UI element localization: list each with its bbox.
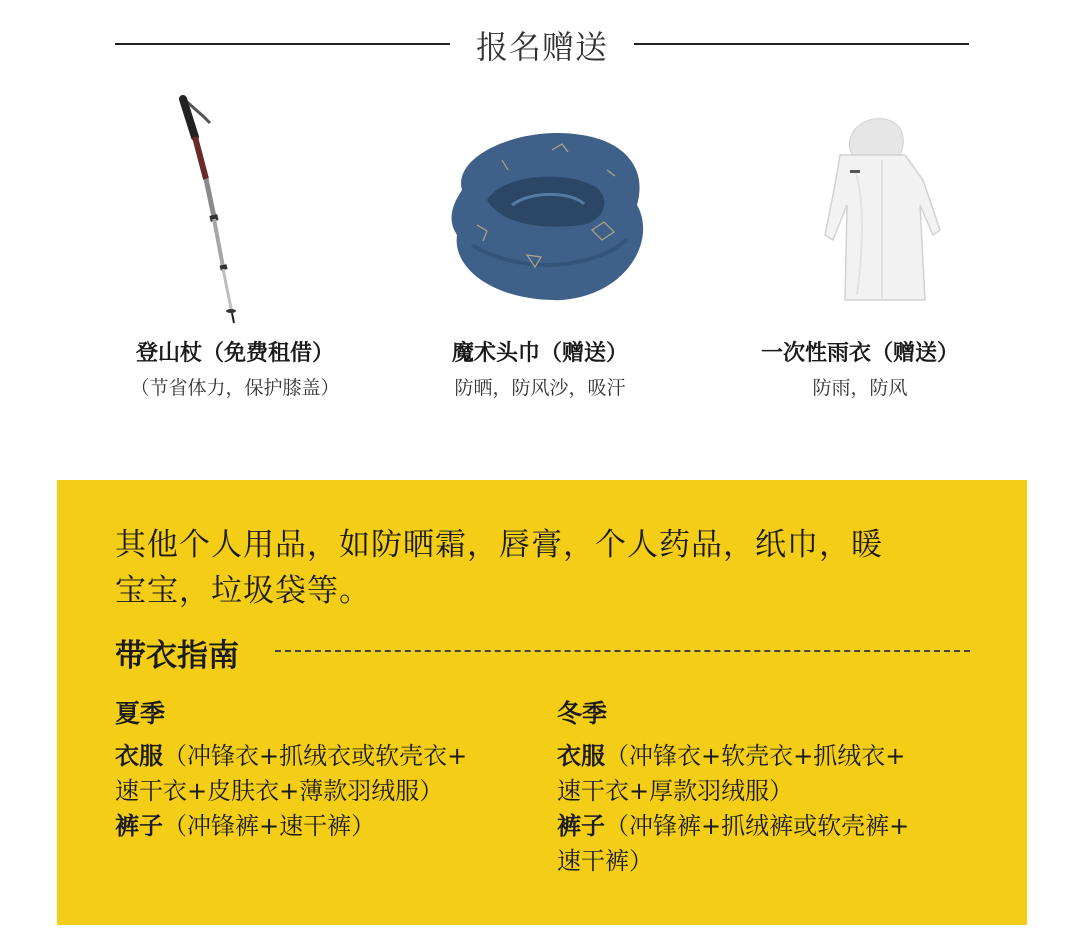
gift-item-scarf xyxy=(390,95,690,400)
gift-name: 登山杖（免费租借） xyxy=(135,341,334,366)
clothes-line xyxy=(557,739,987,774)
clothes-label: 衣服 xyxy=(557,742,605,770)
other-items-text xyxy=(115,522,985,614)
clothes-text: （冲锋衣+抓绒衣或软壳衣+ xyxy=(163,742,468,770)
scarf-image xyxy=(390,95,690,330)
clothing-guide-title: 带衣指南 xyxy=(115,638,239,674)
pants-text: （冲锋裤+速干裤） xyxy=(163,812,376,840)
trekking-pole-image xyxy=(85,95,385,330)
clothes-label: 衣服 xyxy=(115,742,163,770)
clothes-text: （冲锋衣+软壳衣+抓绒衣+ xyxy=(605,742,906,770)
pants-label: 裤子 xyxy=(115,812,163,840)
gift-desc: （节省体力，保护膝盖） xyxy=(130,377,340,399)
gift-desc: 防雨，防风 xyxy=(812,377,908,399)
gift-desc: 防晒，防风沙，吸汗 xyxy=(454,377,626,399)
dashed-divider xyxy=(275,650,970,652)
intro-line: 其他个人用品，如防晒霜，唇膏，个人药品，纸巾，暖 xyxy=(115,527,883,563)
intro-line: 宝宝，垃圾袋等。 xyxy=(115,573,371,609)
raincoat-image xyxy=(710,95,1010,330)
season-title: 冬季 xyxy=(557,699,608,728)
pants-line xyxy=(115,809,545,844)
pants-line xyxy=(557,809,987,844)
clothes-line xyxy=(115,739,545,774)
clothes-line-2: 速干衣+皮肤衣+薄款羽绒服） xyxy=(115,777,444,805)
header-rule-left xyxy=(115,43,450,45)
gift-name: 魔术头巾（赠送） xyxy=(451,341,628,366)
gift-item-raincoat xyxy=(710,95,1010,400)
raincoat-icon xyxy=(710,95,1010,330)
gift-item-trekking-pole xyxy=(85,95,385,400)
season-title: 夏季 xyxy=(115,699,166,728)
section-title: 报名赠送 xyxy=(475,28,608,66)
neck-scarf-icon xyxy=(390,95,690,330)
pants-line-2: 速干裤） xyxy=(557,847,653,875)
clothes-line-2: 速干衣+厚款羽绒服） xyxy=(557,777,794,805)
pants-label: 裤子 xyxy=(557,812,605,840)
gift-name: 一次性雨衣（赠送） xyxy=(760,341,959,366)
summer-guide xyxy=(115,696,545,844)
winter-guide xyxy=(557,696,987,879)
info-panel xyxy=(57,480,1027,925)
pants-text: （冲锋裤+抓绒裤或软壳裤+ xyxy=(605,812,910,840)
section-header xyxy=(0,18,1080,68)
header-rule-right xyxy=(634,43,969,45)
trekking-pole-icon xyxy=(85,95,385,330)
